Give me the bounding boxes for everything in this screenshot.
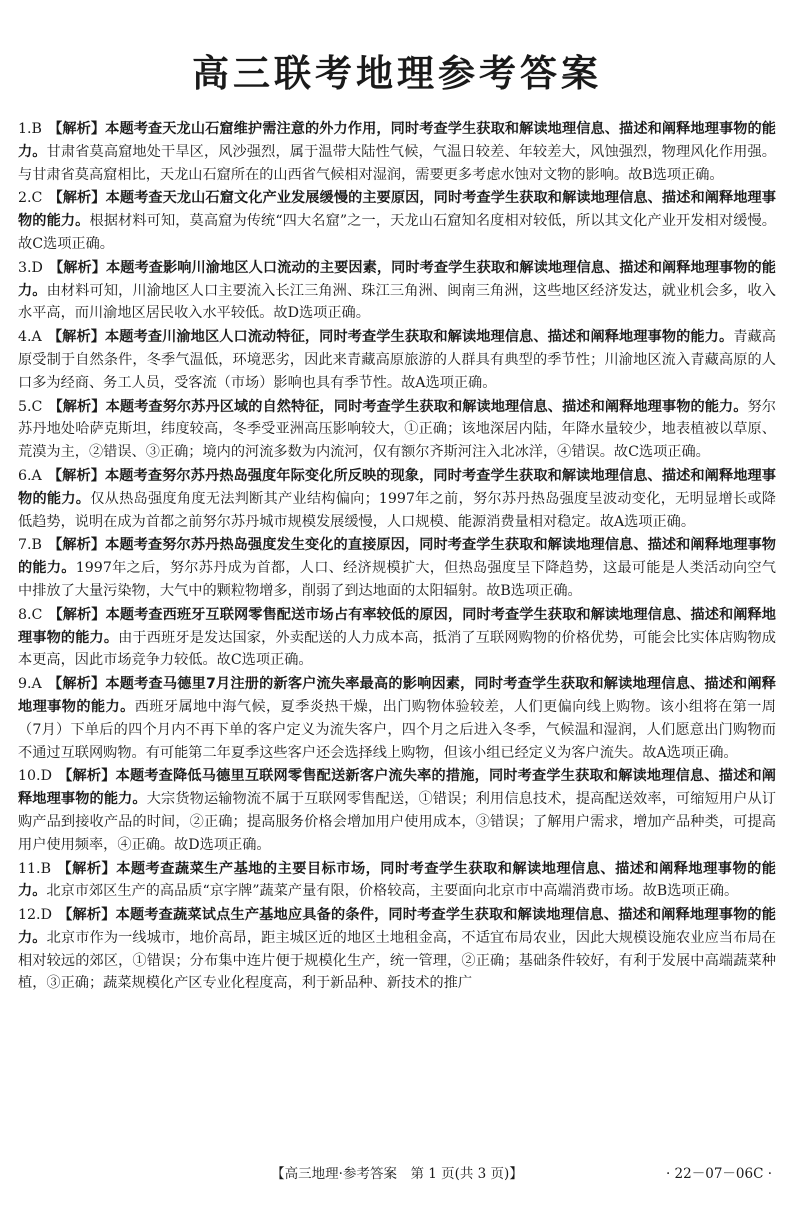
analysis-focus: 本题考查努尔苏丹区域的自然特征，同时考查学生获取和解读地理信息、描述和阐释地理事物的能力。: [105, 398, 748, 415]
analysis-body: 大宗货物运输物流不属于互联网零售配送，①错误；利用信息技术，提高配送效率，可缩短用户从订购产品到接收产品的时间，②正确；提高服务价格会增加用户使用成本，③错误；了解用户需求，增加产品种类，可提高用户使用频率，④正确。故D选项正确。: [18, 791, 776, 853]
analysis-body: 根据材料可知，莫高窟为传统“四大名窟”之一，天龙山石窟知名度相对较低，所以其文化产业开发相对缓慢。故C选项正确。: [18, 213, 776, 252]
answer-item: [18, 465, 776, 533]
question-number: 7.: [18, 537, 32, 554]
answer-choice: A: [31, 329, 42, 346]
answer-choice: A: [31, 676, 42, 693]
answer-choice: B: [31, 537, 42, 554]
analysis-body: 北京市作为一线城市，地价高昂，距主城区近的地区土地租金高，不适宜布局农业，因此大规模设施农业应当布局在相对较远的郊区，①错误；分布集中连片便于规模化生产，统一管理，②正确；基础条件较好，有利于发展中高端蔬菜种植，③正确；蔬菜规模化产区专业化程度高，利于新品种、新技术的推广: [18, 929, 776, 992]
answer-list: [18, 118, 776, 996]
analysis-tag: 【解析】: [57, 768, 116, 785]
question-number: 4.: [18, 329, 32, 346]
page-title: 高三联考地理参考答案: [192, 52, 602, 95]
answer-item: [18, 257, 776, 325]
analysis-tag: 【解析】: [48, 606, 106, 623]
analysis-body: 努尔苏丹地处哈萨克斯坦，纬度较高，冬季受亚洲高压影响较大，①正确；该地深居内陆，年降水量较少，地表植被以草原、荒漠为主，②错误、③正确；境内的河流多数为内流河，仅有额尔齐斯河注入北冰洋，④错误。故C选项正确。: [18, 398, 776, 461]
question-number: 12.: [18, 907, 41, 924]
question-number: 2.: [18, 190, 32, 207]
analysis-tag: 【解析】: [47, 537, 106, 554]
answer-item: [18, 326, 776, 394]
answer-choice: D: [40, 907, 52, 924]
answer-item: [18, 396, 776, 464]
question-number: 6.: [18, 467, 32, 484]
answer-choice: C: [31, 190, 43, 207]
analysis-focus: 本题考查马德里7月注册的新客户流失率最高的影响因素，同时考查学生获取和解读地理信息、描述和阐释地理事物的能力。: [18, 676, 776, 715]
analysis-focus: 本题考查影响川渝地区人口流动的主要因素，同时考查学生获取和解读地理信息、描述和阐释地理事物的能力。: [18, 259, 776, 299]
answer-item: [18, 904, 776, 995]
analysis-tag: 【解析】: [57, 860, 117, 877]
answer-choice: D: [40, 768, 52, 785]
analysis-focus: 本题考查蔬菜生产基地的主要目标市场，同时考查学生获取和解读地理信息、描述和阐释地理事物的能力。: [18, 860, 776, 900]
analysis-tag: 【解析】: [47, 121, 106, 137]
analysis-tag: 【解析】: [47, 676, 106, 693]
analysis-body: 北京市郊区生产的高品质“京字牌”蔬菜产量有限，价格较高，主要面向北京市中高端消费市场。故B选项正确。: [46, 883, 739, 900]
question-number: 5.: [18, 398, 32, 415]
answer-item: [18, 534, 776, 602]
analysis-tag: 【解析】: [57, 907, 116, 924]
question-number: 8.: [18, 606, 32, 623]
footer-doc-code: · 22－07－06C ·: [665, 1166, 772, 1182]
answer-choice: C: [31, 606, 43, 623]
analysis-tag: 【解析】: [48, 190, 106, 207]
answer-choice: B: [40, 860, 52, 877]
analysis-tag: 【解析】: [47, 467, 105, 484]
analysis-body: 甘肃省莫高窟地处干旱区，风沙强烈，属于温带大陆性气候，气温日较差、年较差大，风蚀强烈，物理风化作用强。与甘肃省莫高窟相比，天龙山石窟所在的山西省气候相对湿润，需要更多考虑水蚀对文物的影响。故B选项正确。: [18, 143, 776, 183]
answer-item: [18, 118, 776, 186]
question-number: 3.: [18, 259, 32, 276]
analysis-focus: 本题考查天龙山石窟维护需注意的外力作用，同时考查学生获取和解读地理信息、描述和阐释地理事物的能力。: [18, 121, 776, 160]
analysis-focus: 本题考查川渝地区人口流动特征，同时考查学生获取和解读地理信息、描述和阐释地理事物的能力。: [105, 329, 734, 346]
answer-choice: B: [31, 121, 42, 137]
analysis-tag: 【解析】: [47, 329, 105, 346]
analysis-focus: 本题考查西班牙互联网零售配送市场占有率较低的原因，同时考查学生获取和解读地理信息、描述和阐释地理事物的能力。: [18, 606, 776, 646]
analysis-focus: 本题考查努尔苏丹热岛强度年际变化所反映的现象，同时考查学生获取和解读地理信息、描述和阐释地理事物的能力。: [18, 467, 776, 507]
answer-item: [18, 765, 776, 856]
answer-item: [18, 187, 776, 255]
answer-item: [18, 673, 776, 764]
answer-choice: A: [31, 467, 42, 484]
answer-choice: C: [31, 398, 43, 415]
analysis-body: 青藏高原受制于自然条件，冬季气温低，环境恶劣，因此来青藏高原旅游的人群具有典型的季节性；川渝地区流入青藏高原的人口多为经商、务工人员，受客流（市场）影响也具有季节性。故A选项正确。: [18, 329, 776, 391]
question-number: 10.: [18, 768, 41, 785]
answer-item: [18, 858, 776, 904]
analysis-focus: 本题考查降低马德里互联网零售配送新客户流失率的措施，同时考查学生获取和解读地理信息、描述和阐释地理事物的能力。: [18, 768, 776, 808]
question-number: 9.: [18, 676, 32, 693]
analysis-body: 西班牙属地中海气候，夏季炎热干燥，出门购物体验较差，人们更偏向线上购物。该小组将在第一周（7月）下单后的四个月内不再下单的客户定义为流失客户，四个月之后进入冬季，气候温和湿润，人们愿意出门购物而不通过互联网购物。有可能第二年夏季这些客户还会选择线上购物，但该小组已经定义为客户流失。故A选项正确。: [18, 698, 776, 761]
analysis-body: 1997年之后，努尔苏丹成为首都，人口、经济规模扩大，但热岛强度呈下降趋势，这最可能是人类活动向空气中排放了大量污染物，大气中的颗粒物增多，削弱了到达地面的太阳辐射。故B选项正确。: [18, 560, 776, 599]
analysis-focus: 本题考查天龙山石窟文化产业发展缓慢的主要原因，同时考查学生获取和解读地理信息、描述和阐释地理事物的能力。: [18, 190, 776, 230]
analysis-body: 由材料可知，川渝地区人口主要流入长江三角洲、珠江三角洲、闽南三角洲，这些地区经济发达，就业机会多，收入水平高，而川渝地区居民收入水平较低。故D选项正确。: [18, 282, 776, 322]
question-number: 11.: [18, 860, 41, 877]
analysis-focus: 本题考查努尔苏丹热岛强度发生变化的直接原因，同时考查学生获取和解读地理信息、描述和阐释地理事物的能力。: [18, 537, 776, 577]
answer-choice: D: [31, 259, 43, 276]
answer-item: [18, 604, 776, 672]
analysis-tag: 【解析】: [48, 259, 107, 276]
analysis-body: 仅从热岛强度角度无法判断其产业结构偏向；1997年之前，努尔苏丹热岛强度呈波动变化，无明显增长或降低趋势，说明在成为首都之前努尔苏丹城市规模发展缓慢，人口规模、能源消费量相对稳定。故A选项正确。: [18, 490, 776, 530]
question-number: 1.: [18, 121, 32, 137]
analysis-focus: 本题考查蔬菜试点生产基地应具备的条件，同时考查学生获取和解读地理信息、描述和阐释地理事物的能力。: [18, 907, 776, 946]
analysis-body: 由于西班牙是发达国家，外卖配送的人力成本高，抵消了互联网购物的价格优势，可能会比实体店购物成本更高，因此市场竞争力较低。故C选项正确。: [18, 629, 776, 669]
footer-page-info: 【高三地理·参考答案 第 1 页(共 3 页)】: [271, 1166, 523, 1182]
analysis-tag: 【解析】: [48, 398, 106, 415]
